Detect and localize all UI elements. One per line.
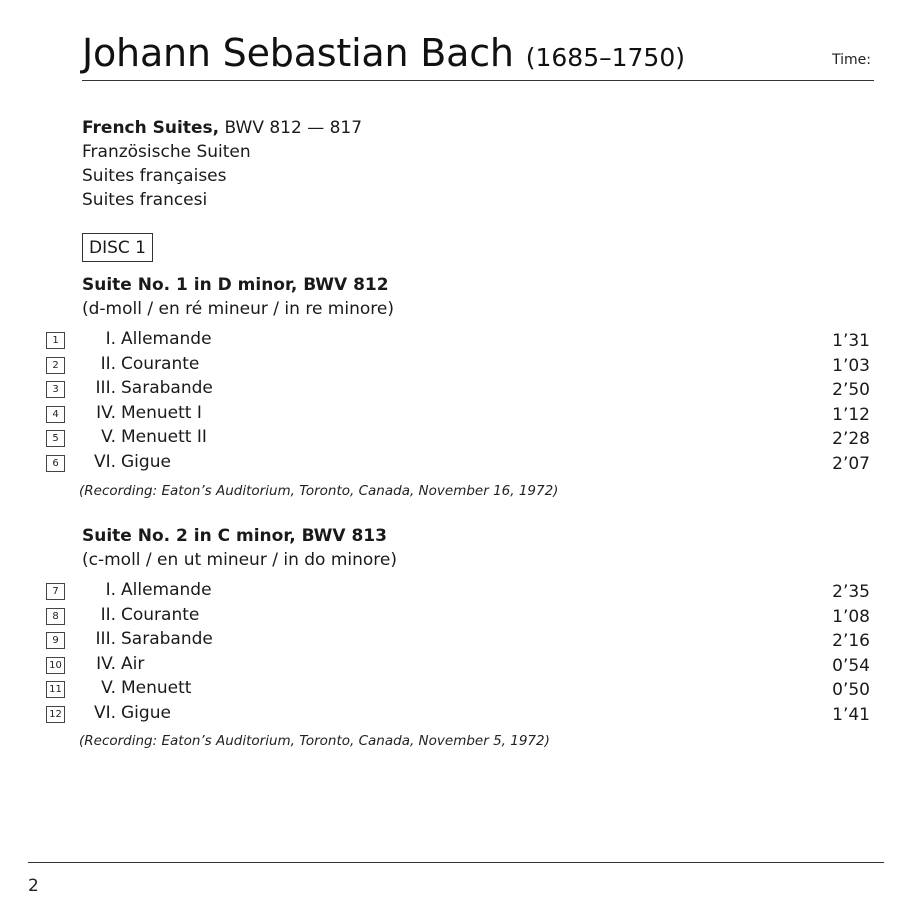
- movement-title: Allemande: [121, 580, 212, 600]
- track-number-box: 3: [46, 381, 65, 398]
- movement-numeral: I.: [105, 329, 116, 349]
- composer-heading: [82, 28, 685, 83]
- track-duration: 1’03: [832, 355, 870, 376]
- work-title-bold: French Suites,: [82, 118, 220, 138]
- track-duration: 2’07: [832, 453, 870, 474]
- track-row: [0, 652, 924, 677]
- movement-title: Menuett: [121, 678, 192, 699]
- movement-numeral: I.: [105, 580, 116, 600]
- track-row: [0, 425, 924, 450]
- track-number-box: 9: [46, 632, 65, 649]
- track-row: [0, 676, 924, 701]
- footer-divider: [28, 862, 884, 863]
- track-duration: 2’16: [832, 631, 870, 652]
- movement-numeral: IV.: [96, 653, 116, 674]
- movement-title: Gigue: [121, 702, 171, 723]
- track-row: [0, 627, 924, 652]
- movement-numeral: III.: [95, 378, 116, 399]
- track-row: [0, 701, 924, 726]
- track-number-box: 11: [46, 681, 65, 698]
- track-number-box: 8: [46, 608, 65, 625]
- movement-numeral: III.: [95, 629, 116, 650]
- track-duration: 0’54: [832, 655, 870, 676]
- movement-numeral: II.: [100, 353, 116, 374]
- movement-title: Gigue: [121, 451, 171, 472]
- suite-key-translations: (c-moll / en ut mineur / in do minore): [82, 550, 398, 570]
- track-duration: 0’50: [832, 680, 870, 701]
- track-number-box: 10: [46, 657, 65, 674]
- page-number: 2: [28, 876, 39, 896]
- movement-numeral: V.: [101, 678, 116, 699]
- track-number-box: 6: [46, 455, 65, 472]
- track-duration: 1’12: [832, 404, 870, 425]
- track-row: [0, 603, 924, 628]
- track-row: [0, 450, 924, 475]
- work-title-italian: Suites francesi: [82, 190, 208, 210]
- suite-key-translations: (d-moll / en ré mineur / in re minore): [82, 299, 394, 319]
- track-number-box: 4: [46, 406, 65, 423]
- composer-years: (1685–1750): [525, 43, 685, 72]
- track-duration: 1’31: [832, 331, 870, 351]
- track-duration: 2’35: [832, 582, 870, 602]
- work-title-catalog: BWV 812 — 817: [219, 118, 363, 138]
- track-number-box: 1: [46, 332, 65, 349]
- suite-title: Suite No. 1 in D minor, BWV 812: [82, 275, 389, 295]
- track-duration: 1’08: [832, 606, 870, 627]
- disc-label: DISC 1: [82, 233, 153, 262]
- movement-title: Allemande: [121, 329, 212, 349]
- track-duration: 1’41: [832, 704, 870, 725]
- track-number-box: 5: [46, 430, 65, 447]
- movement-numeral: IV.: [96, 402, 116, 423]
- recording-note: (Recording: Eaton’s Auditorium, Toronto, Canada, November 16, 1972): [79, 483, 559, 499]
- movement-title: Sarabande: [121, 378, 213, 399]
- track-row: [0, 578, 924, 603]
- track-row: [0, 327, 924, 352]
- work-title: [82, 116, 362, 140]
- track-duration: 2’50: [832, 380, 870, 401]
- work-title-french: Suites françaises: [82, 166, 227, 186]
- track-row: [0, 401, 924, 426]
- track-duration: 2’28: [832, 429, 870, 450]
- work-title-german: Französische Suiten: [82, 142, 251, 162]
- track-list: [0, 327, 924, 475]
- movement-numeral: VI.: [93, 702, 116, 723]
- movement-title: Courante: [121, 353, 200, 374]
- time-column-label: Time:: [832, 52, 871, 68]
- movement-numeral: V.: [101, 427, 116, 448]
- movement-title: Air: [121, 653, 145, 674]
- movement-numeral: VI.: [93, 451, 116, 472]
- movement-title: Courante: [121, 604, 200, 625]
- work-titles: [82, 116, 362, 212]
- movement-numeral: II.: [100, 604, 116, 625]
- track-row: [0, 376, 924, 401]
- movement-title: Menuett I: [121, 402, 202, 423]
- track-list: [0, 578, 924, 726]
- movement-title: Sarabande: [121, 629, 213, 650]
- suite-title: Suite No. 2 in C minor, BWV 813: [82, 526, 387, 546]
- track-number-box: 2: [46, 357, 65, 374]
- recording-note: (Recording: Eaton’s Auditorium, Toronto, Canada, November 5, 1972): [79, 733, 550, 749]
- movement-title: Menuett II: [121, 427, 207, 448]
- composer-name: Johann Sebastian Bach: [82, 31, 514, 75]
- track-number-box: 7: [46, 583, 65, 600]
- track-row: [0, 352, 924, 377]
- header-divider: [82, 80, 874, 81]
- track-number-box: 12: [46, 706, 65, 723]
